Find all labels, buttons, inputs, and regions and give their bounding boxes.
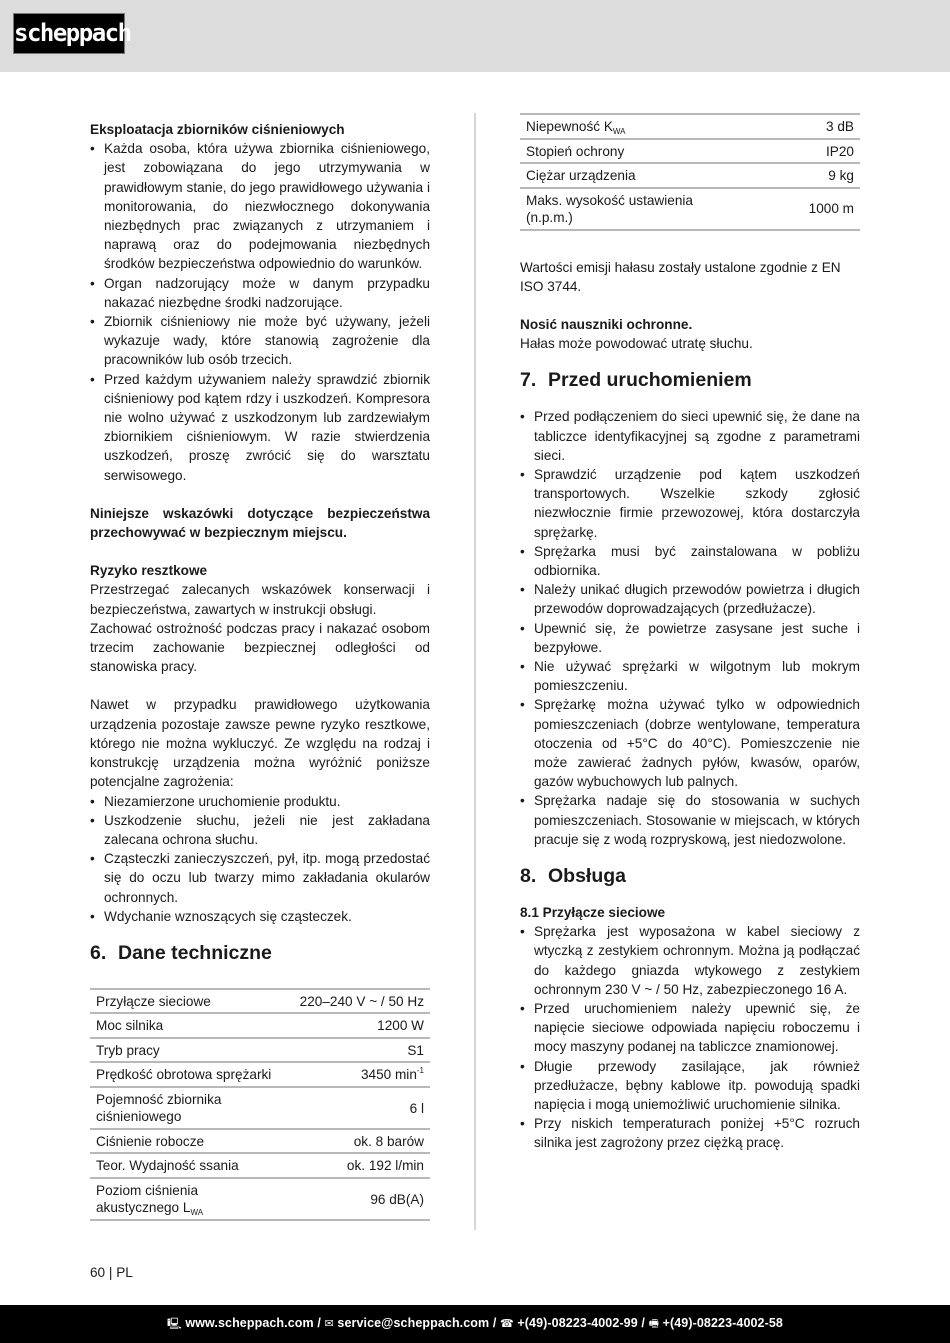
spec-label-subscript: WA xyxy=(190,1208,204,1218)
noise-emission-note: Wartości emisji hałasu zostały ustalone zgodnie z EN ISO 3744. xyxy=(520,259,841,294)
spec-label: Maks. wysokość ustawienia (n.p.m.) xyxy=(520,188,717,230)
list-item: • Przed podłączeniem do sieci upewnić się, że dane na tabliczce identyfikacyjnej są zgodne z parametrami sieci. xyxy=(520,407,860,465)
spec-label: Stopień ochrony xyxy=(520,139,717,164)
website-link[interactable]: www.scheppach.com xyxy=(185,1316,314,1330)
section-7-heading xyxy=(520,367,860,393)
table-row xyxy=(520,139,860,164)
list-item: • Cząsteczki zanieczyszczeń, pył, itp. mogą przedostać się do oczu lub twarzy mimo zakładania okularów ochronnych. xyxy=(90,849,430,907)
list-item: • Sprężarka musi być zainstalowana w pobliżu odbiornika. xyxy=(520,542,860,580)
residual-risk-list xyxy=(90,792,430,926)
spec-value xyxy=(287,1062,430,1087)
list-item: • Przed każdym używaniem należy sprawdzić zbiornik ciśnieniowy pod kątem rdzy i uszkodzeń. Kompresora nie wolno używać z uszkodzonym lub zardzewiałym zbiornikiem ciśnieniowym. W razie stwierdzenia uszkodzeń, proszę zwrócić się do warsztatu serwisowego. xyxy=(90,370,430,485)
residual-risk-paragraph: Nawet w przypadku prawidłowego użytkowania urządzenia pozostaje zawsze pewne ryzyko resztkowe, którego nie można wykluczyć. Ze względu na rodzaj i konstrukcję urządzenia można wyróżnić poniższe potencjalne zagrożenia: xyxy=(90,697,430,790)
list-item: • Sprężarkę można używać tylko w odpowiednich pomieszczeniach (dobrze wentylowane, temperatura otoczenia od +5°C do 40°C). Pomieszczenie nie może zawierać żadnych pyłów, kwasów, oparów, gazów wybuchowych lub palnych. xyxy=(520,695,860,791)
spec-value: 6 l xyxy=(287,1087,430,1129)
table-row xyxy=(520,114,860,139)
spec-value: ok. 8 barów xyxy=(287,1129,430,1154)
list-item: • Wdychanie wznoszących się cząsteczek. xyxy=(90,907,430,926)
spec-label: Tryb pracy xyxy=(90,1038,287,1063)
pressure-tank-list xyxy=(90,139,430,485)
email-link[interactable]: service@scheppach.com xyxy=(337,1316,490,1330)
spec-value: 1200 W xyxy=(287,1013,430,1038)
section-title: Dane techniczne xyxy=(118,941,272,964)
spec-label xyxy=(520,114,717,139)
spec-label-subscript: WA xyxy=(612,127,626,136)
spec-label: Teor. Wydajność ssania xyxy=(90,1153,287,1178)
spec-label-text: Poziom ciśnienia akustycznego L xyxy=(96,1182,198,1216)
spec-label-text: Niepewność K xyxy=(526,119,613,134)
section-title: Przed uruchomieniem xyxy=(548,369,752,392)
list-item: • Nie używać sprężarki w wilgotnym lub mokrym pomieszczeniu. xyxy=(520,657,860,695)
spec-label: Moc silnika xyxy=(90,1013,287,1038)
tech-spec-table-continued xyxy=(520,113,860,231)
spec-value: IP20 xyxy=(717,139,860,164)
page-language: PL xyxy=(116,1265,133,1280)
spec-label: Ciśnienie robocze xyxy=(90,1129,287,1154)
mains-connection-list xyxy=(520,922,860,1152)
table-row xyxy=(90,1013,430,1038)
before-start-list xyxy=(520,407,860,849)
list-item: • Uszkodzenie słuchu, jeżeli nie jest zakładana zalecana ochrona słuchu. xyxy=(90,811,430,849)
table-row xyxy=(90,1178,430,1220)
list-item: • Sprawdzić urządzenie pod kątem uszkodzeń transportowych. Wszelkie szkody zgłosić niezwłocznie firmie przewozowej, która dostarczyła sprężarkę. xyxy=(520,465,860,542)
table-row xyxy=(90,1129,430,1154)
contact-bar xyxy=(0,1305,950,1343)
list-item: • Zbiornik ciśnieniowy nie może być używany, jeżeli wykazuje wady, które stanowią zagrożenie dla pracowników lub osób trzecich. xyxy=(90,312,430,370)
list-item: • Sprężarka jest wyposażona w kabel sieciowy z wtyczką z zestykiem ochronnym. Można ją podłączać do każdego gniazda wtykowego z zestykiem ochronnym 230 V ~ / 50 Hz, zabezpieczonego 16 A. xyxy=(520,922,860,999)
table-row xyxy=(90,1087,430,1129)
section-number: 7. xyxy=(520,369,537,392)
section-heading-residual-risk: Ryzyko resztkowe xyxy=(90,563,208,579)
contact-separator: / xyxy=(492,1316,497,1330)
list-item: • Przy niskich temperaturach poniżej +5°C rozruch silnika jest zagrożony przez ciężką pracę. xyxy=(520,1114,860,1152)
telephone-icon: ☎ xyxy=(500,1318,514,1330)
table-row xyxy=(90,1062,430,1087)
table-row xyxy=(520,163,860,188)
section-heading-pressure-tanks: Eksploatacja zbiorników ciśnieniowych xyxy=(90,122,345,137)
spec-value: 1000 m xyxy=(717,188,860,230)
table-row xyxy=(90,1038,430,1063)
ear-protection-heading: Nosić nauszniki ochronne. xyxy=(520,316,693,332)
column-divider xyxy=(474,113,476,1230)
page-separator: | xyxy=(108,1265,113,1280)
page-number xyxy=(90,1265,133,1280)
envelope-icon: ✉ xyxy=(324,1318,334,1330)
list-item: • Niezamierzone uruchomienie produktu. xyxy=(90,792,430,811)
spec-label: Przyłącze sieciowe xyxy=(90,989,287,1014)
page-number-value: 60 xyxy=(90,1265,106,1280)
left-column xyxy=(90,120,430,1221)
spec-label: Prędkość obrotowa sprężarki xyxy=(90,1062,287,1087)
fax-icon: 🖷 xyxy=(648,1318,659,1330)
phone-number[interactable]: +(49)-08223-4002-99 xyxy=(517,1316,638,1330)
ear-protection-text: Hałas może powodować utratę słuchu. xyxy=(520,336,753,352)
residual-risk-paragraph: Zachować ostrożność podczas pracy i nakazać osobom trzecim zachowanie bezpiecznej odległości od stanowiska pracy. xyxy=(90,620,430,675)
spec-label: Ciężar urządzenia xyxy=(520,163,717,188)
contact-separator: / xyxy=(641,1316,645,1330)
residual-risk-paragraph: Przestrzegać zalecanych wskazówek konserwacji i bezpieczeństwa, zawartych w instrukcji obsługi. xyxy=(90,582,430,617)
list-item: • Przed uruchomieniem należy upewnić się, że napięcie sieciowe odpowiada napięciu roboczemu i mocy maszyny podanej na tabliczce znamionowej. xyxy=(520,999,860,1057)
spec-value-exponent: -1 xyxy=(416,1066,424,1076)
contact-separator: / xyxy=(317,1316,321,1330)
right-column xyxy=(520,113,860,1153)
spec-label xyxy=(90,1178,287,1220)
tech-spec-table xyxy=(90,988,430,1221)
table-row xyxy=(520,188,860,230)
spec-value: 96 dB(A) xyxy=(287,1178,430,1220)
section-title: Obsługa xyxy=(548,864,627,887)
list-item: • Sprężarka nadaje się do stosowania w suchych pomieszczeniach. Stosowanie w miejscach, w których pracuje się z wodą rozpryskową, jest niedozwolone. xyxy=(520,791,860,849)
section-8-heading xyxy=(520,863,860,889)
spec-value: 3 dB xyxy=(717,114,860,139)
computer-icon: 🖳 xyxy=(167,1318,182,1330)
spec-value: 9 kg xyxy=(717,163,860,188)
list-item: • Długie przewody zasilające, jak również przedłużacze, bębny kablowe itp. powodują spadki napięcia i mogą uniemożliwić uruchomienie silnika. xyxy=(520,1057,860,1115)
spec-label: Pojemność zbiornika ciśnieniowego xyxy=(90,1087,287,1129)
list-item: • Organ nadzorujący może w danym przypadku nakazać niezbędne środki nadzorujące. xyxy=(90,274,430,312)
fax-number: +(49)-08223-4002-58 xyxy=(662,1316,783,1330)
header-band xyxy=(0,0,950,72)
spec-value: ok. 192 l/min xyxy=(287,1153,430,1178)
table-row xyxy=(90,1153,430,1178)
spec-value: 220–240 V ~ / 50 Hz xyxy=(287,989,430,1014)
scheppach-logo: scheppach xyxy=(13,13,125,54)
section-number: 8. xyxy=(520,864,537,887)
list-item: • Należy unikać długich przewodów powietrza i długich przewodów doprowadzających (przedłużacze). xyxy=(520,580,860,618)
section-number: 6. xyxy=(90,941,107,964)
spec-value: S1 xyxy=(287,1038,430,1063)
list-item: • Każda osoba, która używa zbiornika ciśnieniowego, jest zobowiązana do jego utrzymywania w prawidłowym stanie, do jego prawidłowego używania i monitorowania, do niezwłocznego dokonywania niezbędnych prac związanych z utrzymaniem i naprawą oraz do podejmowania niezbędnych środków bezpieczeństwa odpowiednio do warunków. xyxy=(90,139,430,273)
subsection-8-1-heading: 8.1 Przyłącze sieciowe xyxy=(520,904,666,920)
list-item: • Upewnić się, że powietrze zasysane jest suche i bezpyłowe. xyxy=(520,619,860,657)
keep-instructions-notice: Niniejsze wskazówki dotyczące bezpieczeństwa przechowywać w bezpiecznym miejscu. xyxy=(90,505,430,541)
table-row xyxy=(90,989,430,1014)
spec-value-number: 3450 min xyxy=(360,1067,417,1083)
section-6-heading xyxy=(90,940,430,966)
